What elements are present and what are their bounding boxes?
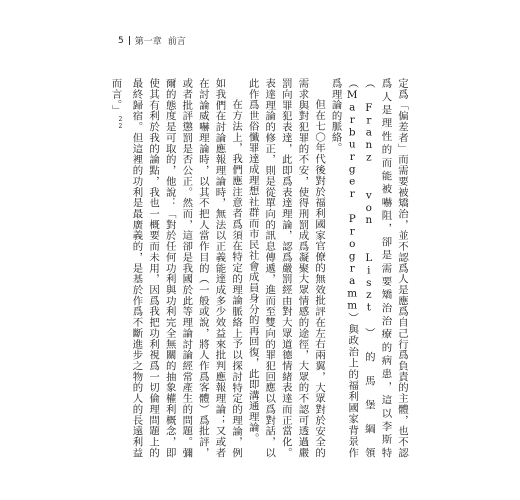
page-number: 5 <box>118 35 124 46</box>
chapter-label: 第一章 <box>134 37 162 47</box>
paragraph-3-text: 在方法上，我們應注意者爲須在特定的理論脈絡上予以探討特定的理論，例如我們在討論應報理論時，無法以正義能達成多少效益來批判應報理論；又或者在討論威嚇理論時，以其不把人當作目的（一般或說，將人作爲客體）爲批評，或者批評懲罰是否公正。然而，這卻是我國於此等理論討論經常產生的問題。彌爾的態度是可取的，他說：「對於任何功利與功利完全無關的抽象權利概念，即使其有利於我的論點，我也一概要而未用，因爲我把功利視爲一切倫理問題上的最終歸宿。但這裡的功利是最廣義的，是基於作爲不斷進步之物的人的長遠利益而言。」 <box>109 78 243 458</box>
paragraph-3 <box>107 78 244 458</box>
footnote-marker: 22 <box>116 115 124 131</box>
section-label: 前言 <box>167 37 186 47</box>
paragraph-1: 定爲「偏差者」而需要被矯治，並不認爲人是應爲自己行爲負責的主體，也不認爲人是理性的而能被嚇阻，卻是需要矯治治療的病患，這以李斯特（Franz von Liszt）的馬堡綱領（Marburger Programm）與政治上的福利國家背景作爲理論的脈絡。 <box>329 78 408 458</box>
running-head <box>118 34 186 47</box>
header-separator <box>129 36 130 45</box>
body-text <box>107 78 410 458</box>
paragraph-2: 但在七〇年代後對於福利國家官僚的無效批評在左右兩翼，大眾對於安全的需求與對犯罪的不安，使得刑罰成爲凝聚大眾情感的途徑，大眾的不認可透過嚴罰向罪犯表達，此即爲表達理論，認爲嚴罰經由對大眾道德情緒表達而正當化。表達理論的修正，則是從單向的訊息傳遞，進而至雙向的罪犯回應以爲對話，以此作爲世俗懺罪達成理想社群而市民社會成員身分的再回復，此即溝通理論。 <box>246 78 326 458</box>
